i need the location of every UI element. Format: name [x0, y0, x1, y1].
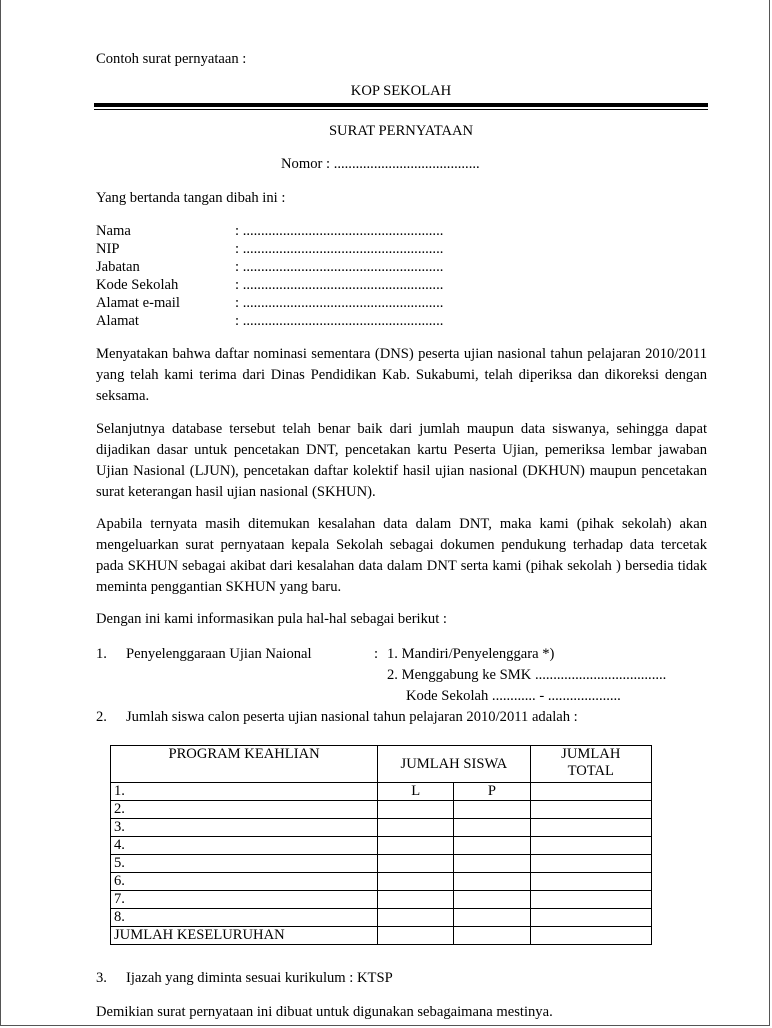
cell-p — [454, 855, 530, 873]
table-row — [111, 909, 652, 927]
field-value-alamat: : ....................................................... — [235, 313, 444, 329]
item-1-option-menggabung: 2. Menggabung ke SMK .................................... — [387, 667, 667, 683]
letterhead-title: KOP SEKOLAH — [350, 83, 452, 99]
row-number: 7. — [111, 891, 378, 909]
field-label-jabatan: Jabatan — [96, 259, 140, 275]
cell-total — [530, 855, 651, 873]
cell-p — [454, 891, 530, 909]
student-count-table — [110, 745, 652, 945]
intro-text: Contoh surat pernyataan : — [96, 51, 247, 67]
cell-l — [378, 927, 454, 945]
field-value-nama: : ....................................................... — [235, 223, 444, 239]
signer-intro: Yang bertanda tangan dibah ini : — [96, 190, 286, 206]
cell-p — [454, 927, 530, 945]
row-number: 3. — [111, 819, 378, 837]
field-label-kode-sekolah: Kode Sekolah — [96, 277, 179, 293]
item-1-number: 1. — [96, 646, 107, 662]
row-number: 6. — [111, 873, 378, 891]
cell-total — [530, 801, 651, 819]
cell-total — [530, 927, 651, 945]
header-p: P — [454, 783, 530, 801]
cell-p — [454, 801, 530, 819]
field-label-nama: Nama — [96, 223, 131, 239]
item-3-text: Ijazah yang diminta sesuai kurikulum : KTSP — [126, 970, 393, 986]
header-jumlah-total-line2: TOTAL — [567, 762, 614, 779]
row-number: 1. — [111, 783, 378, 801]
cell-total — [530, 891, 651, 909]
header-jumlah-total-line1: JUMLAH — [561, 746, 621, 762]
cell-p — [454, 909, 530, 927]
field-label-alamat: Alamat — [96, 313, 139, 329]
field-value-email: : ....................................................... — [235, 295, 444, 311]
cell-l — [378, 855, 454, 873]
paragraph-informasi: Dengan ini kami informasikan pula hal-hal sebagai berikut : — [96, 611, 447, 627]
cell-l — [378, 819, 454, 837]
item-1-colon: : — [374, 646, 379, 662]
total-label: JUMLAH KESELURUHAN — [111, 927, 378, 945]
field-value-jabatan: : ....................................................... — [235, 259, 444, 275]
item-1-option-mandiri: 1. Mandiri/Penyelenggara *) — [387, 646, 555, 662]
cell-total — [530, 909, 651, 927]
table-row — [111, 801, 652, 819]
letterhead-rule-thick — [94, 103, 708, 107]
field-label-nip: NIP — [96, 241, 120, 257]
item-2-text: Jumlah siswa calon peserta ujian nasional tahun pelajaran 2010/2011 adalah : — [126, 709, 578, 725]
document-title: SURAT PERNYATAAN — [328, 123, 474, 139]
header-program-keahlian: PROGRAM KEAHLIAN — [111, 746, 378, 783]
row-number: 2. — [111, 801, 378, 819]
cell-l — [378, 873, 454, 891]
table-total-row — [111, 927, 652, 945]
header-l: L — [378, 783, 454, 801]
row-number: 4. — [111, 837, 378, 855]
item-3-number: 3. — [96, 970, 107, 986]
cell-p — [454, 837, 530, 855]
cell-total — [530, 819, 651, 837]
cell-l — [378, 909, 454, 927]
cell-l — [378, 837, 454, 855]
cell-l — [378, 801, 454, 819]
paragraph-kesalahan: Apabila ternyata masih ditemukan kesalahan data dalam DNT, maka kami (pihak sekolah) akan mengeluarkan surat pernyataan kepala Sekolah sebagai dokumen pendukung terhadap data tercetak pada SKHUN sebagai akibat dari kesalahan data dalam DNT serta kami (pihak sekolah ) bersedia tidak meminta penggantian SKHUN yang baru. — [96, 516, 707, 595]
cell-p — [454, 873, 530, 891]
letterhead-rule-thin — [94, 109, 708, 110]
field-label-email: Alamat e-mail — [96, 295, 180, 311]
header-jumlah-siswa: JUMLAH SISWA — [378, 746, 530, 783]
header-jumlah-total — [530, 746, 651, 783]
field-value-nip: : ....................................................... — [235, 241, 444, 257]
row-number: 5. — [111, 855, 378, 873]
paragraph-database: Selanjutnya database tersebut telah benar baik dari jumlah maupun data siswanya, sehingga dapat dijadikan dasar untuk pencetakan DNT, pencetakan kartu Peserta Ujian, pemeriksa lembar jawaban Ujian Nasional (LJUN), pencetakan daftar kolektif hasil ujian nasional (DKHUN) maupun pencetakan surat keterangan hasil ujian nasional (SKHUN). — [96, 421, 707, 500]
table-row — [111, 873, 652, 891]
table-row — [111, 837, 652, 855]
row-number: 8. — [111, 909, 378, 927]
table-row — [111, 891, 652, 909]
item-1-text: Penyelenggaraan Ujian Naional — [126, 646, 312, 662]
item-1-kode-sekolah: Kode Sekolah ............ - .................... — [406, 688, 621, 704]
item-2-number: 2. — [96, 709, 107, 725]
cell-total — [530, 873, 651, 891]
field-value-kode-sekolah: : ....................................................... — [235, 277, 444, 293]
table-row — [111, 819, 652, 837]
closing-statement: Demikian surat pernyataan ini dibuat untuk digunakan sebagaimana mestinya. — [96, 1004, 553, 1020]
cell-p — [454, 819, 530, 837]
table-row — [111, 783, 652, 801]
paragraph-dns: Menyatakan bahwa daftar nominasi sementara (DNS) peserta ujian nasional tahun pelajaran 2010/2011 yang telah kami terima dari Dinas Pendidikan Kab. Sukabumi, telah diperiksa dan dikoreksi dengan seksama. — [96, 346, 707, 404]
table-header-row — [111, 746, 652, 783]
cell-total — [530, 837, 651, 855]
cell-l — [378, 891, 454, 909]
cell-total — [530, 783, 651, 801]
document-number: Nomor : ........................................ — [281, 156, 480, 172]
table-row — [111, 855, 652, 873]
